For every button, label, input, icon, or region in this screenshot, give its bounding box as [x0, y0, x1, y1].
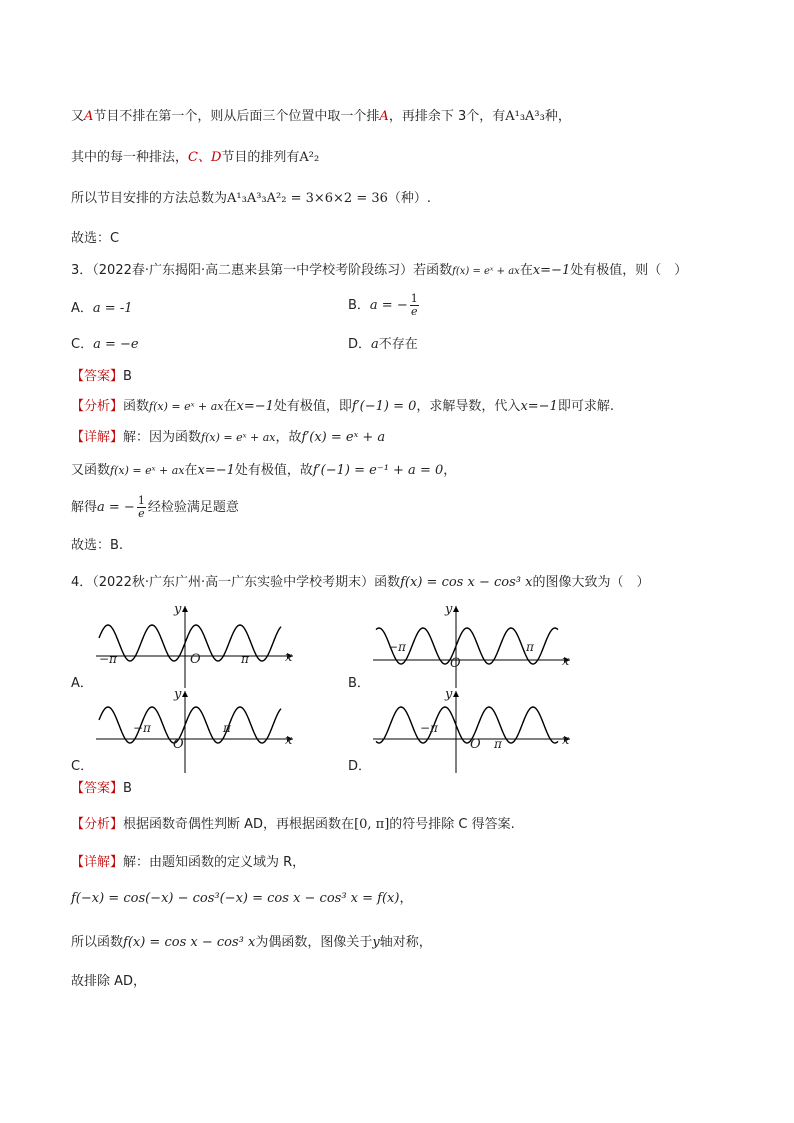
math-expression: A¹₃A³₃A²₂ = 3×6×2 = 36: [227, 191, 388, 206]
text-line: 故选：C: [71, 231, 120, 246]
even-line: 所以函数f(x) = cos x − cos³ x为偶函数，图像关于y轴对称，: [71, 935, 432, 950]
graph-b[interactable]: B． y −π O π x: [348, 600, 578, 690]
graph-label: D．: [348, 759, 372, 774]
graph-label: C．: [71, 759, 94, 774]
detail-line: 【详解】解：由题知函数的定义域为 R，: [71, 855, 306, 870]
text-line: 所以节目安排的方法总数为A¹₃A³₃A²₂ = 3×6×2 = 36（种）.: [71, 191, 432, 206]
choose-line: 故选：B.: [71, 538, 124, 553]
graph-d-plot: [348, 685, 578, 775]
graph-a[interactable]: A． y −π O π x: [71, 600, 301, 690]
graph-c[interactable]: C． y −π O π x: [71, 685, 301, 775]
graph-b-plot: [348, 600, 578, 690]
graph-d[interactable]: D． y −π O π x: [348, 685, 578, 775]
option-d[interactable]: D．a不存在: [348, 337, 418, 352]
analysis-line: 【分析】函数f(x) = eˣ + ax在x=−1处有极值，即f′(−1) = 0，求解导数，代入x=−1即可求解.: [71, 399, 614, 414]
answer-line: 【答案】B: [71, 781, 132, 796]
graph-c-plot: [71, 685, 301, 775]
detail-line: 【详解】解：因为函数f(x) = eˣ + ax，故f′(x) = eˣ + a: [71, 430, 386, 445]
option-b[interactable]: B．a = − $\frac{1}{e}$: [348, 292, 418, 318]
graph-a-plot: [71, 600, 301, 690]
question-4-title: 4．（2022秋·广东广州·高一广东实验中学校考期末）函数f(x) = cos x − cos³ x的图像大致为（ ）: [71, 575, 650, 590]
answer-line: 【答案】B: [71, 369, 132, 384]
math-expression: A²₂: [299, 150, 320, 165]
option-a[interactable]: A．a = -1: [71, 301, 133, 316]
question-3-title: 3．（2022春·广东揭阳·高二惠来县第一中学校考阶段练习）若函数f(x) = eˣ + ax在x=−1处有极值，则（ ）: [71, 263, 688, 278]
math-expression: A¹₃A³₃: [505, 109, 545, 124]
equation-line: f(−x) = cos(−x) − cos³(−x) = cos x − cos³ x = f(x)，: [71, 891, 413, 906]
option-c[interactable]: C．a = −e: [71, 337, 139, 352]
detail-line-3: 解得a = − $\frac{1}{e}$ 经检验满足题意: [71, 494, 239, 520]
detail-line-2: 又函数f(x) = eˣ + ax在x=−1处有极值，故f′(−1) = e⁻¹ + a = 0，: [71, 463, 457, 478]
analysis-line: 【分析】根据函数奇偶性判断 AD，再根据函数在[0, π]的符号排除 C 得答案.: [71, 817, 515, 832]
exclude-line: 故排除 AD，: [71, 974, 147, 989]
text-line: 其中的每一种排法，C、D节目的排列有A²₂: [71, 150, 320, 165]
fraction: $\frac{1}{e}$: [410, 292, 418, 318]
fraction: $\frac{1}{e}$: [137, 494, 145, 520]
graph-label: A．: [71, 676, 93, 691]
text-line: 又A节目不排在第一个，则从后面三个位置中取一个排A，再排余下 3个，有A¹₃A³₃种，: [71, 109, 571, 124]
graph-label: B．: [348, 676, 370, 691]
